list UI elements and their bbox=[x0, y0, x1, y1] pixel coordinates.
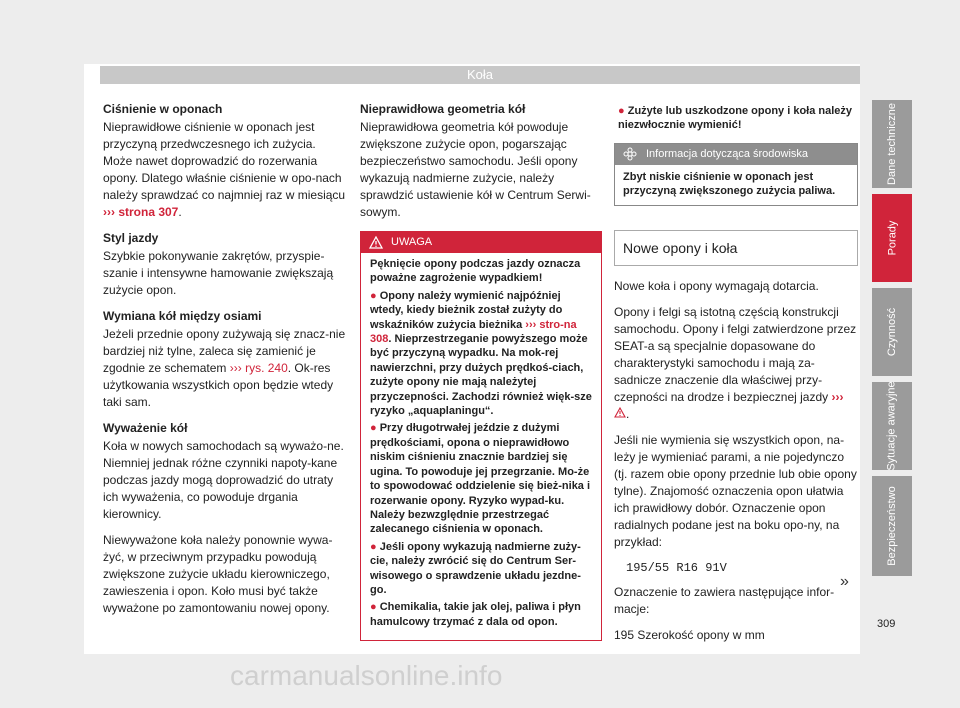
tab-porady[interactable]: Porady bbox=[872, 194, 912, 282]
link-warning-ref[interactable]: ››› bbox=[831, 389, 844, 404]
warning-bullet-1: ● Opony należy wymienić najpóźniej wtedy, kiedy bieżnik został zużyty do wskaźników zużycia bieżnika ››› stro-na 308. Nieprzestrzeganie powyższego może być przyczyną wypadku. Na mok-rej nawierzchni, przy dużych prędkoś-ciach, zużyte opony nie mają należytej przyczepności. Zachodzi również więk-sze ryzyko „aquaplaningu“. bbox=[370, 289, 592, 418]
tab-dane-techniczne[interactable]: Dane techniczne bbox=[872, 100, 912, 188]
page-header-title: Koła bbox=[100, 66, 860, 84]
warning-header bbox=[361, 232, 601, 253]
paragraph-new-tires-1: Nowe koła i opony wymagają dotarcia. bbox=[614, 278, 819, 293]
warning-body bbox=[361, 253, 601, 640]
paragraph-new-tires-3: Jeśli nie wymienia się wszystkich opon, na-leży je wymieniać parami, a nie pojedynczo (tj. razem obie opony przednie lub obie opony tylne). Znajomość oznaczenia opon ułatwia ich prawidłowy dobór. Oznaczenie opon radialnych podane jest na boku opo-ny, na przykład: bbox=[614, 432, 857, 549]
link-fig-240[interactable]: ››› rys. 240 bbox=[229, 361, 288, 375]
tab-sytuacje-awaryjne[interactable]: Sytuacje awaryjne bbox=[872, 382, 912, 470]
warning-triangle-icon bbox=[369, 236, 383, 249]
chapter-tabs bbox=[872, 100, 912, 582]
warning-triangle-icon bbox=[614, 407, 626, 418]
paragraph-geometry: Nieprawidłowa geometria kół powoduje zwiększone zużycie opon, pogarszając bezpieczeństwo samochodu. Jeśli opony wykazują nadmierne zużycie, należy sprawdzić ustawienie kół w Centrum Serwi-sowym. bbox=[360, 120, 591, 219]
column-1 bbox=[103, 101, 347, 626]
continue-arrow-icon: » bbox=[840, 573, 849, 590]
tire-code-example: 195/55 R16 91V bbox=[626, 560, 727, 575]
link-page-307[interactable]: ››› strona 307 bbox=[103, 205, 179, 219]
tab-bezpieczenstwo[interactable]: Bezpieczeństwo bbox=[872, 476, 912, 576]
warning-box bbox=[360, 231, 602, 641]
column-3 bbox=[614, 104, 858, 653]
paragraph-driving-style: Szybkie pokonywanie zakrętów, przyspie-szanie i intensywne hamowanie zwiększają zużycie opon. bbox=[103, 249, 334, 297]
heading-wheel-rotation: Wymiana kół między osiami bbox=[103, 309, 262, 323]
tab-czynnosc[interactable]: Czynność bbox=[872, 288, 912, 376]
section-title: Nowe opony i koła bbox=[623, 239, 738, 256]
warning-bullet-4: ● Chemikalia, takie jak olej, paliwa i płyn hamulcowy trzymać z dala od opon. bbox=[370, 601, 581, 628]
warning-bullet-5: ● Zużyte lub uszkodzone opony i koła należy niezwłocznie wymienić! bbox=[618, 105, 853, 132]
paragraph-tire-pressure: Nieprawidłowe ciśnienie w oponach jest przyczyną przedwczesnego ich zużycia. Może nawet doprowadzić do rozerwania opony. Dlatego właśnie ciśnienie w opo-nach należy sprawdzać co najmniej raz w miesiącu ››› strona 307. bbox=[103, 120, 346, 219]
info-text: Zbyt niskie ciśnienie w oponach jest przyczyną zwiększonego zużycia paliwa. bbox=[623, 170, 836, 198]
heading-driving-style: Styl jazdy bbox=[103, 231, 159, 245]
warning-label: UWAGA bbox=[391, 236, 433, 248]
info-header bbox=[615, 144, 857, 165]
paragraph-wheel-rotation: Jeżeli przednie opony zużywają się znacz-nie bardziej niż tylne, zaleca się zamienić je zgodnie ze schematem ››› rys. 240. Ok-res użytkowania wszystkich opon będzie wtedy taki sam. bbox=[103, 327, 346, 409]
page-number: 309 bbox=[877, 618, 896, 630]
section-title-box bbox=[614, 230, 858, 266]
warning-bullet-3: ● Jeśli opony wykazują nadmierne zuży-cie, należy zwrócić się do Centrum Ser-wisowego o sprawdzenie układu jezdne-go. bbox=[370, 540, 581, 596]
warning-intro: Pęknięcie opony podczas jazdy oznacza poważne zagrożenie wypadkiem! bbox=[370, 258, 581, 285]
heading-geometry: Nieprawidłowa geometria kół bbox=[360, 102, 526, 116]
paragraph-new-tires-4: Oznaczenie to zawiera następujące infor-macje: bbox=[614, 584, 835, 616]
heading-wheel-balance: Wyważenie kół bbox=[103, 421, 188, 435]
paragraph-wheel-balance-2: Niewyważone koła należy ponownie wywa-żyć, w przeciwnym przypadku powodują zwiększone zużycie układu kierowniczego, zawieszenia i opon. Koło musi być także wyważone po zamontowaniu nowej opony. bbox=[103, 533, 333, 615]
column-2 bbox=[360, 101, 602, 641]
info-label: Informacja dotycząca środowiska bbox=[646, 147, 809, 160]
warning-bullet-2: ● Przy długotrwałej jeździe z dużymi prędkościami, opona o nieprawidłowo niskim ciśnieniu znacznie bardziej się ugina. To powoduje jej przegrzanie. Mo-że to spowodować oddzielenie się bież-nika i rozerwanie opony. Ryzyko wypad-ku. Należy bezwzględnie przestrzegać zalecanego ciśnienia w oponach. bbox=[370, 422, 591, 536]
paragraph-new-tires-2: Opony i felgi są istotną częścią konstrukcji samochodu. Opony i felgi zatwierdzone przez SEAT-a są specjalnie dopasowane do charakterystyki samochodu i mają za-sadnicze znaczenie dla właściwej przy-czepności na drodze i bezpiecznej jazdy ››› . bbox=[614, 304, 857, 421]
paragraph-new-tires-5: 195 Szerokość opony w mm bbox=[614, 627, 765, 642]
watermark: carmanualsonline.info bbox=[230, 660, 503, 691]
paragraph-wheel-balance-1: Koła w nowych samochodach są wyważo-ne. Niemniej jednak różne czynniki napoty-kane podczas jazdy mogą doprowadzić do utraty ich wyważenia, co powoduje drgania kierownicy. bbox=[103, 439, 344, 521]
link-page-308[interactable]: ››› stro-na 308 bbox=[370, 318, 577, 346]
environment-flower-icon bbox=[623, 147, 637, 161]
environment-info-box bbox=[614, 143, 858, 206]
heading-tire-pressure: Ciśnienie w oponach bbox=[103, 102, 223, 116]
